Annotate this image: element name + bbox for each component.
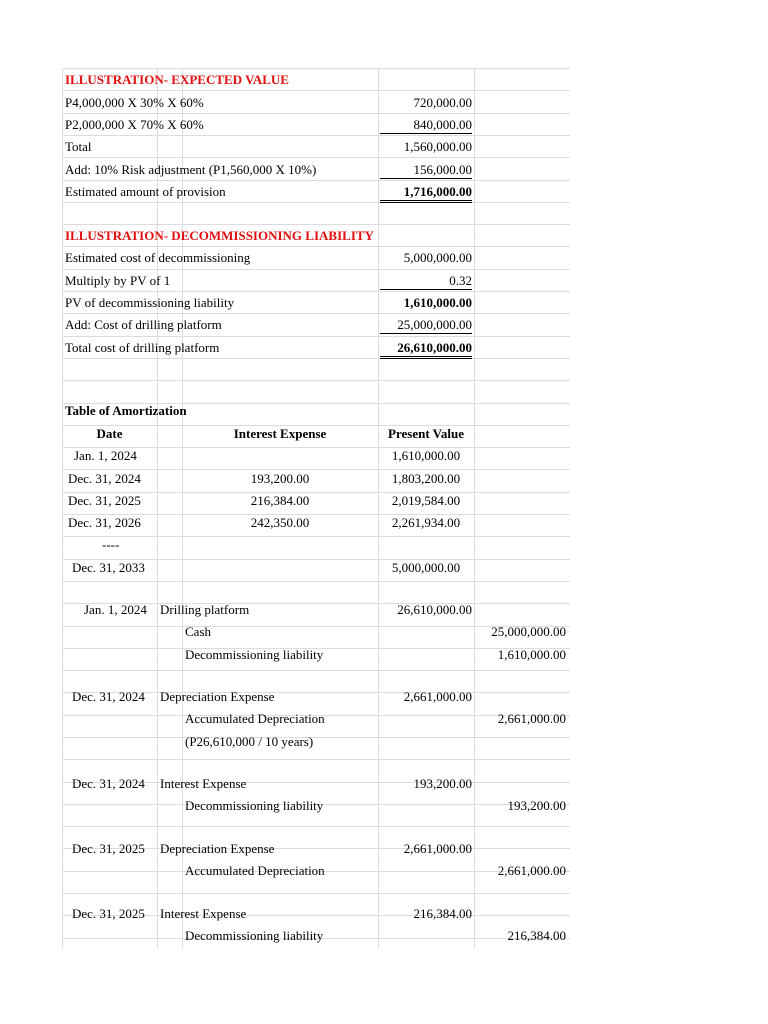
je2-date: Dec. 31, 2024 (72, 689, 145, 704)
am-date-4: Dec. 31, 2026 (68, 515, 141, 530)
je1-credit-account-1: Cash (185, 624, 211, 639)
je5-debit: 216,384.00 (413, 906, 472, 921)
je2-credit-account-1: Accumulated Depreciation (185, 711, 325, 726)
je2-credit-1: 2,661,000.00 (497, 711, 566, 726)
dc-label-3: PV of decommissioning liability (65, 295, 235, 310)
je5-date: Dec. 31, 2025 (72, 906, 145, 921)
ev-label-1: P4,000,000 X 30% X 60% (65, 95, 204, 110)
am-date-2: Dec. 31, 2024 (68, 471, 141, 486)
ev-value-3: 1,560,000.00 (403, 139, 472, 154)
dc-label-4: Add: Cost of drilling platform (65, 317, 222, 332)
dc-value-4: 25,000,000.00 (380, 317, 472, 334)
ev-value-1: 720,000.00 (413, 95, 472, 110)
am-pv-2: 1,803,200.00 (391, 471, 461, 486)
dc-label-1: Estimated cost of decommissioning (65, 250, 251, 265)
am-pv-6: 5,000,000.00 (391, 560, 461, 575)
expected-value-title: ILLUSTRATION- EXPECTED VALUE (65, 72, 289, 87)
ev-label-2: P2,000,000 X 70% X 60% (65, 117, 204, 132)
ev-label-4: Add: 10% Risk adjustment (P1,560,000 X 10%) (65, 162, 317, 177)
je5-debit-account: Interest Expense (160, 906, 247, 921)
je1-credit-account-2: Decommissioning liability (185, 647, 324, 662)
am-pv-3: 2,019,584.00 (391, 493, 461, 508)
am-interest-4: 242,350.00 (250, 515, 310, 530)
dc-value-1: 5,000,000.00 (403, 250, 472, 265)
am-date-3: Dec. 31, 2025 (68, 493, 141, 508)
dc-label-2: Multiply by PV of 1 (65, 273, 171, 288)
am-pv-1: 1,610,000.00 (391, 448, 461, 463)
am-date-1: Jan. 1, 2024 (74, 448, 137, 463)
amortization-title: Table of Amortization (65, 403, 187, 418)
je1-debit-account: Drilling platform (160, 602, 250, 617)
ev-value-5: 1,716,000.00 (380, 184, 472, 203)
je1-debit: 26,610,000.00 (397, 602, 472, 617)
header-date: Date (96, 426, 123, 441)
dc-value-3: 1,610,000.00 (403, 295, 472, 310)
am-date-6: Dec. 31, 2033 (72, 560, 145, 575)
je4-credit-1: 2,661,000.00 (497, 863, 566, 878)
je2-credit-note: (P26,610,000 / 10 years) (185, 734, 314, 749)
dc-label-5: Total cost of drilling platform (65, 340, 220, 355)
je3-credit-1: 193,200.00 (507, 798, 566, 813)
je2-debit: 2,661,000.00 (403, 689, 472, 704)
am-interest-2: 193,200.00 (250, 471, 310, 486)
je4-debit-account: Depreciation Expense (160, 841, 275, 856)
je3-date: Dec. 31, 2024 (72, 776, 145, 791)
je4-date: Dec. 31, 2025 (72, 841, 145, 856)
je4-debit: 2,661,000.00 (403, 841, 472, 856)
je1-credit-1: 25,000,000.00 (491, 624, 566, 639)
am-pv-4: 2,261,934.00 (391, 515, 461, 530)
ev-value-2: 840,000.00 (380, 117, 472, 134)
header-present-value: Present Value (388, 426, 464, 441)
dc-value-2: 0.32 (380, 273, 472, 290)
je1-date: Jan. 1, 2024 (84, 602, 147, 617)
je4-credit-account-1: Accumulated Depreciation (185, 863, 325, 878)
je3-debit-account: Interest Expense (160, 776, 247, 791)
ev-value-4: 156,000.00 (380, 162, 472, 179)
ev-label-5: Estimated amount of provision (65, 184, 226, 199)
dc-value-5: 26,610,000.00 (380, 340, 472, 359)
je3-debit: 193,200.00 (413, 776, 472, 791)
decommissioning-title: ILLUSTRATION- DECOMMISSIONING LIABILITY (65, 228, 374, 243)
je2-debit-account: Depreciation Expense (160, 689, 275, 704)
header-interest: Interest Expense (233, 426, 327, 441)
am-interest-3: 216,384.00 (250, 493, 310, 508)
je5-credit-1: 216,384.00 (507, 928, 566, 943)
je1-credit-2: 1,610,000.00 (497, 647, 566, 662)
am-ellipsis: ---- (102, 537, 120, 552)
je5-credit-account-1: Decommissioning liability (185, 928, 324, 943)
je3-credit-account-1: Decommissioning liability (185, 798, 324, 813)
ev-label-3: Total (65, 139, 92, 154)
